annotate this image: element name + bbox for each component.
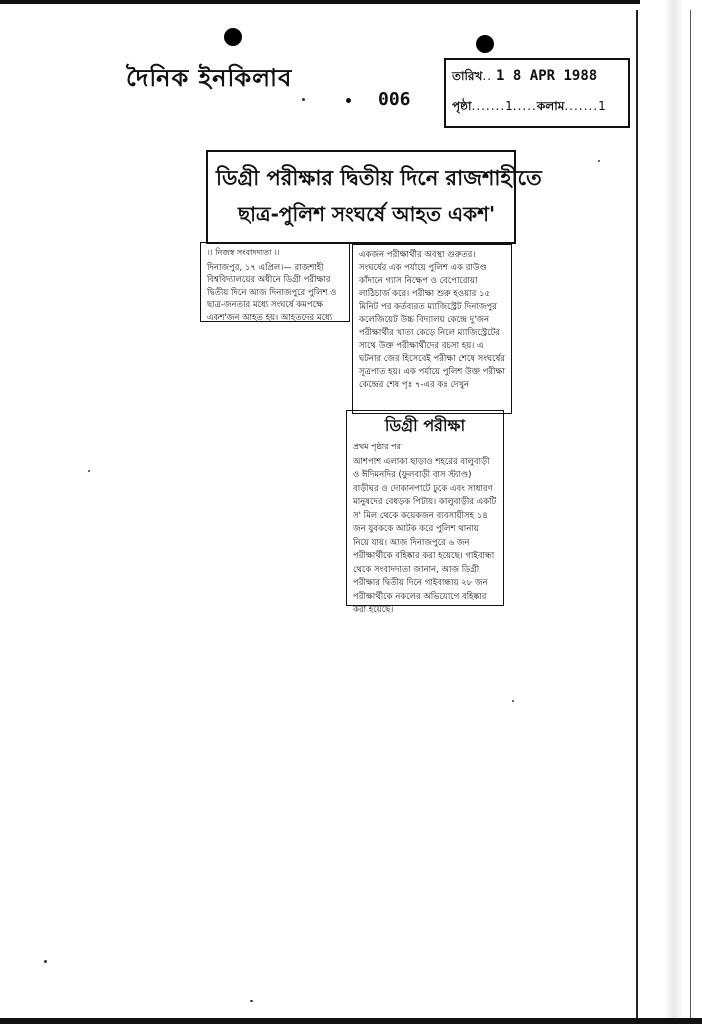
newspaper-name: দৈনিক ইনকিলাব <box>126 64 293 92</box>
article-right-column <box>352 244 512 414</box>
page-code: 006 <box>378 89 411 110</box>
outer-edge-line <box>690 10 691 1020</box>
binding-line <box>636 10 638 1020</box>
right-column-text: একজন পরীক্ষার্থীর অবস্থা গুরুতর। সংঘর্ষের এক পর্যায়ে পুলিশ এক রাউণ্ড কাঁদানে গ্যাস নিক্ষেপ ও বেপোরোয়া লাঠিচার্জ করে। পরীক্ষা শুরু হওয়ার ১৫ মিনিট পর কর্তব্যরত ম্যাজিস্ট্রেট দিনাজপুর কলেজিয়েট উচ্চ বিদ্যালয় কেন্দ্রে দু'জন পরীক্ষার্থীর খাতা কেড়ে নিলে ম্যাজিস্ট্রেটের সাথে উক্ত পরীক্ষার্থীদের বচসা হয়। এ ঘটনার জের হিসেবেই পরীক্ষা শেষে সংঘর্ষের সূত্রপাত হয়। এক পর্যায়ে পুলিশ উক্ত পরীক্ষা কেন্দ্রের শেষ পৃঃ ৭-এর কঃ দেখুন <box>359 250 505 390</box>
article-byline: ।। নিজস্ব সংবাদদাতা ।। <box>207 248 280 257</box>
stamp-date-label: তারিখ <box>452 69 483 83</box>
stamp-page-label: পৃষ্ঠা <box>452 99 472 113</box>
scan-speck <box>302 98 305 101</box>
bottom-edge-line <box>0 1018 702 1024</box>
date-stamp <box>444 58 630 128</box>
stamp-page-value: 1 <box>505 99 513 113</box>
stamp-page-row: পৃষ্ঠা.......1.....কলাম.......1 <box>452 99 606 113</box>
headline-line-2: ছাত্র-পুলিশ সংঘর্ষে আহত একশ' <box>238 202 496 226</box>
scan-speck <box>250 1000 253 1002</box>
scan-speck <box>512 700 514 702</box>
punch-hole-icon <box>224 28 242 46</box>
stamp-column-value: 1 <box>598 99 606 113</box>
scan-speck <box>88 470 90 472</box>
ink-dot <box>346 98 351 103</box>
continuation-title: ডিগ্রী পরীক্ষা <box>384 416 466 435</box>
top-edge-line <box>0 0 702 4</box>
stamp-date-row: তারিখ.. 1 8 APR 1988 <box>452 68 598 84</box>
continuation-text: আশপাশ এলাকা ছাড়াও শহরের বালুবাড়ী ও ঈদিমনদির (ফুলবাড়ী বাস স্ট্যাণ্ড) বাড়ীঘর ও দোকানপাটে ঢুকে এবং সাধারণ মানুষদের বেধড়ক পিটায়। কালুবাড়ীর একটি স' মিল থেকে কয়েকজন ব্যবসায়ীসহ ১৪ জন যুবককে আটক করে পুলিশ থানায় নিয়ে যায়। আজ দিনাজপুরে ৬ জন পরীক্ষার্থীকে বহিষ্কার করা হয়েছে। গাইবান্ধা থেকে সংবাদদাতা জানান, আজ ডিগ্রী পরীক্ষার দ্বিতীয় দিনে গাইবান্ধায় ২৮ জন পরীক্ষার্থীকে নকলের অভিযোগে বহিষ্কার করা হয়েছে। <box>353 456 497 615</box>
left-column-text: দিনাজপুর, ১৭ এপ্রিল।— রাজশাহী বিশ্ববিদ্যালয়ের অধীনে ডিগ্রী পরীক্ষার দ্বিতীয় দিনে আজ দিনাজপুরে পুলিশ ও ছাত্র-জনতার মধ্যে সংঘর্ষে কমপক্ষে একশ'জন আহত হয়। আহতদের মধ্যে <box>207 262 337 323</box>
scan-speck <box>598 160 600 162</box>
stamp-date-value: 1 8 APR 1988 <box>496 68 598 84</box>
stamp-column-label: কলাম <box>536 99 565 113</box>
headline-line-1: ডিগ্রী পরীক্ষার দ্বিতীয় দিনে রাজশাহীতে <box>216 166 542 190</box>
punch-hole-icon <box>476 35 494 53</box>
article-left-column <box>200 242 350 322</box>
continued-from-label: প্রথম পৃষ্ঠার পর <box>353 442 401 451</box>
scan-speck <box>44 960 47 963</box>
headline-clipping <box>206 150 542 244</box>
continuation-clipping <box>346 410 504 615</box>
page-right-edge <box>640 0 702 1024</box>
